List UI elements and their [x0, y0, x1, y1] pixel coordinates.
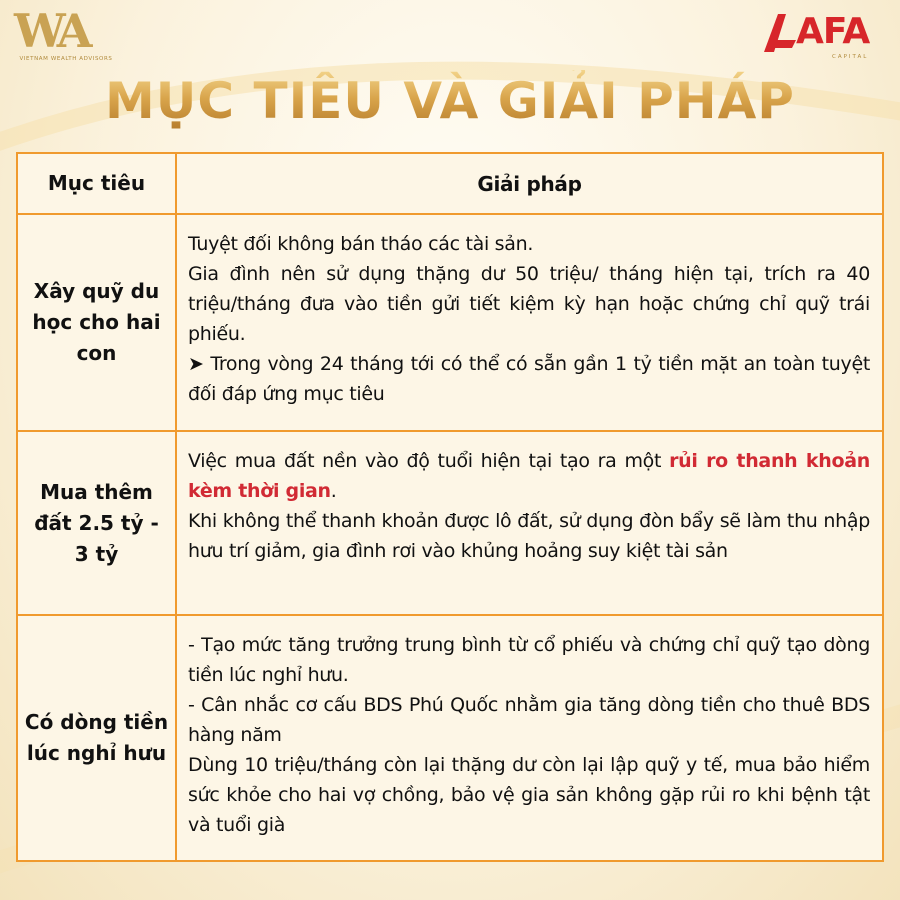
wva-logo-tagline: VIETNAM WEALTH ADVISORS	[19, 56, 113, 62]
afa-logo-sub: CAPITAL	[832, 54, 869, 60]
solution-line: - Cân nhắc cơ cấu BDS Phú Quốc nhằm gia tăng dòng tiền cho thuê BDS hàng năm	[188, 694, 870, 746]
wva-logo-mark: WA	[14, 4, 87, 58]
risk-highlight: rủi ro thanh khoản kèm thời gian	[188, 450, 870, 502]
solution-cell	[177, 215, 882, 430]
goal-cell: Mua thêm đất 2.5 tỷ - 3 tỷ	[18, 432, 177, 614]
solution-line: Khi không thể thanh khoản được lô đất, sử dụng đòn bẩy sẽ làm thu nhập hưu trí giảm, gia đình rơi vào khủng hoảng suy kiệt tài sản	[188, 510, 870, 562]
solution-line: - Tạo mức tăng trưởng trung bình từ cổ phiếu và chứng chỉ quỹ tạo dòng tiền lúc nghỉ hưu.	[188, 634, 870, 686]
goal-cell: Xây quỹ du học cho hai con	[18, 215, 177, 430]
wva-logo	[10, 6, 120, 66]
afa-logo	[760, 10, 885, 60]
solution-cell	[177, 432, 882, 614]
afa-logo-icon	[760, 12, 798, 54]
solution-cell	[177, 616, 882, 860]
solution-line: Dùng 10 triệu/tháng còn lại thặng dư còn lại lập quỹ y tế, mua bảo hiểm sức khỏe cho hai vợ chồng, bảo vệ gia sản không gặp rủi ro khi bệnh tật và tuổi già	[188, 754, 870, 836]
table-header-row	[18, 154, 882, 215]
solution-text: Việc mua đất nền vào độ tuổi hiện tại tạo ra một	[188, 450, 670, 472]
goals-table	[16, 152, 884, 862]
solution-text: .	[330, 480, 337, 502]
solution-line: Gia đình nên sử dụng thặng dư 50 triệu/ tháng hiện tại, trích ra 40 triệu/tháng đưa vào tiền gửi tiết kiệm kỳ hạn hoặc chứng chỉ quỹ trái phiếu.	[188, 263, 870, 345]
solution-line: Tuyệt đối không bán tháo các tài sản.	[188, 233, 534, 255]
page-title: MỤC TIÊU VÀ GIẢI PHÁP	[0, 70, 900, 132]
solution-line: ➤ Trong vòng 24 tháng tới có thể có sẵn gần 1 tỷ tiền mặt an toàn tuyệt đối đáp ứng mục tiêu	[188, 353, 870, 405]
table-row	[18, 432, 882, 616]
table-row	[18, 616, 882, 860]
afa-logo-text: AFA	[796, 11, 870, 52]
header-goal: Mục tiêu	[18, 154, 177, 213]
solution-line	[188, 446, 870, 506]
goal-cell: Có dòng tiền lúc nghỉ hưu	[18, 616, 177, 860]
header-solution: Giải pháp	[477, 171, 582, 196]
table-row	[18, 215, 882, 432]
